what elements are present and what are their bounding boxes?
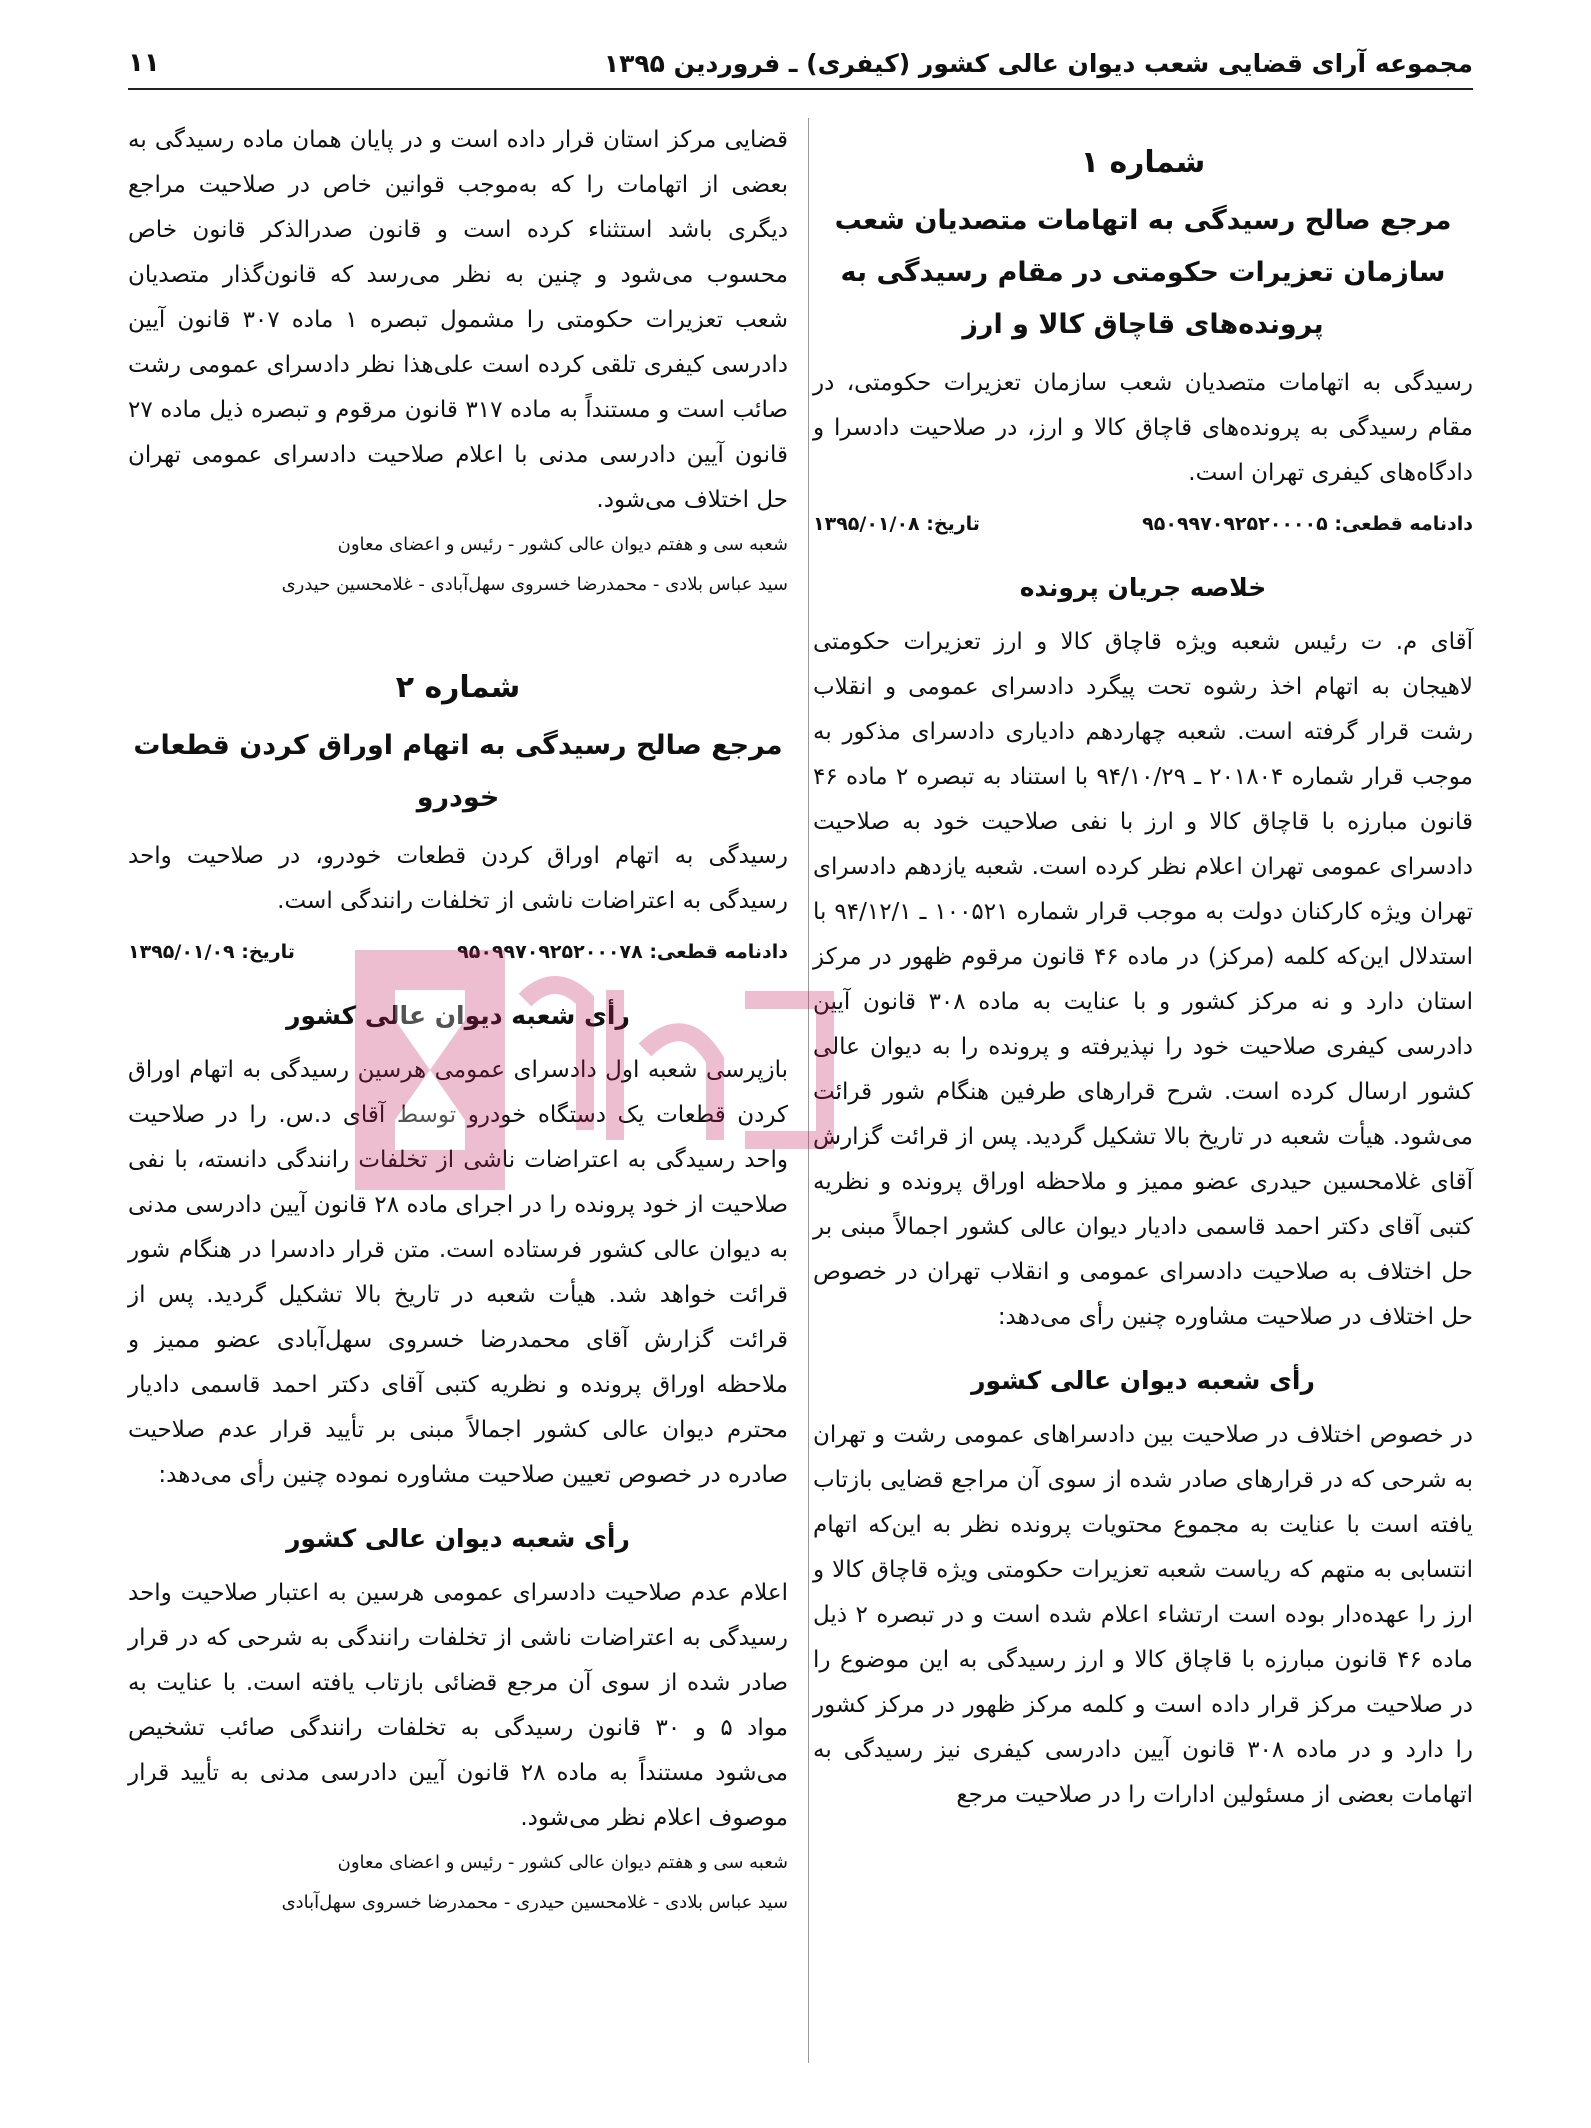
right-column: [813, 118, 1473, 1818]
case1-members: سید عباس بلادی - محمدرضا خسروی سهل‌آبادی - غلامحسین حیدری: [281, 574, 788, 595]
case2-title: مرجع صالح رسیدگی به اتهام اوراق کردن قطعات خودرو: [133, 730, 783, 813]
running-title: مجموعه آرای قضایی شعب دیوان عالی کشور (کیفری) ـ فروردین ۱۳۹۵: [603, 48, 1473, 78]
page-number: ۱۱: [128, 48, 160, 78]
case1-ruling-text: در خصوص اختلاف در صلاحیت بین دادسراهای عمومی رشت و تهران به شرحی که در قرارهای صادر شده از سوی آن مراجع قضایی بازتاب یافته است با عنایت به مجموع محتویات پرونده نظر به این‌که اتهام انتسابی به متهم که ریاست شعبه تعزیرات حکومتی ویژه قاچاق کالا و ارز را عهده‌دار بوده است ارتشاء اعلام شده است و در تبصره ۲ ذیل ماده ۴۶ قانون مبارزه با قاچاق کالا و ارز رسیدگی به این موضوع را در صلاحیت مرکز قرار داده است و کلمه مرکز ظهور در مرکز کشور را دارد و در ماده ۳۰۸ قانون آیین دادرسی کیفری نیز رسیدگی به اتهامات بعضی از مسئولین ادارات را در صلاحیت مرجع: [813, 1422, 1473, 1808]
case2-summary: رسیدگی به اتهام اوراق کردن قطعات خودرو، در صلاحیت واحد رسیدگی به اعتراضات ناشی از تخلفات رانندگی است.: [128, 843, 788, 914]
case2-branch: شعبه سی و هفتم دیوان عالی کشور - رئیس و اعضای معاون: [337, 1852, 788, 1873]
case1-ruling-continuation: قضایی مرکز استان قرار داده است و در پایان همان ماده رسیدگی به بعضی از اتهامات را که به‌موجب قوانین خاص در صلاحیت مراجع دیگری باشد استثناء کرده است و قانون صدرالذکر قانون خاص محسوب می‌شود و چنین به نظر می‌رسد که قانون‌گذار متصدیان شعب تعزیرات حکومتی را مشمول تبصره ۱ ماده ۳۰۷ قانون آیین دادرسی کیفری تلقی کرده است علی‌هذا نظر دادسرای عمومی رشت صائب است و مستنداً به ماده ۳۱۷ قانون مرقوم و تبصره ذیل ماده ۲۷ قانون آیین دادرسی مدنی با اعلام صلاحیت دادسرای عمومی تهران حل اختلاف می‌شود.: [128, 127, 788, 513]
page-header: [128, 38, 1473, 90]
case1-number: شماره ۱: [1080, 145, 1206, 180]
case2-ruling-heading-1: رأی شعبه دیوان عالی کشور: [286, 1001, 630, 1030]
case2-ruling-heading-2: رأی شعبه دیوان عالی کشور: [286, 1524, 630, 1553]
case1-date: تاریخ: ۱۳۹۵/۰۱/۰۸: [813, 513, 980, 535]
case2-meta: [128, 930, 788, 975]
case1-verdict-number: دادنامه قطعی: ۹۵۰۹۹۷۰۹۲۵۲۰۰۰۰۵: [1142, 513, 1473, 535]
case1-flow-text: آقای م. ت رئیس شعبه ویژه قاچاق کالا و ارز تعزیرات حکومتی لاهیجان به اتهام اخذ رشوه تحت پیگرد دادسرای عمومی و انقلاب رشت قرار گرفته است. شعبه چهاردهم دادیاری دادسرای مذکور به موجب قرار شماره ۲۰۱۸۰۴ ـ ۹۴/۱۰/۲۹ با استناد به تبصره ۲ ماده ۴۶ قانون مبارزه با قاچاق کالا و ارز با نفی صلاحیت خود به صلاحیت دادسرای عمومی تهران اعلام نظر کرده است. شعبه یازدهم دادسرای تهران ویژه کارکنان دولت به موجب قرار شماره ۱۰۰۵۲۱ ـ ۹۴/۱۲/۱ با استدلال این‌که کلمه (مرکز) در ماده ۴۶ قانون مرقوم ظهور در مرکز استان دارد و نه مرکز کشور و با عنایت به ماده ۳۰۸ قانون آیین دادرسی کیفری صلاحیت خود را نپذیرفته و پرونده را به دیوان عالی کشور ارسال کرده است. شرح قرارهای طرفین هنگام شور قرائت می‌شود. هیأت شعبه در تاریخ بالا تشکیل گردید. پس از قرائت گزارش آقای غلامحسین حیدری عضو ممیز و ملاحظه اوراق پرونده و نظریه کتبی آقای دکتر احمد قاسمی دادیار دیوان عالی کشور اجمالاً مبنی بر حل اختلاف به صلاحیت دادسرای عمومی و انقلاب تهران در خصوص حل اختلاف در صلاحیت مشاوره چنین رأی می‌دهد:: [813, 629, 1473, 1330]
left-column: [128, 118, 788, 1921]
case2-date: تاریخ: ۱۳۹۵/۰۱/۰۹: [128, 941, 295, 963]
case2-members: سید عباس بلادی - غلامحسین حیدری - محمدرضا خسروی سهل‌آبادی: [281, 1892, 788, 1913]
case1-branch: شعبه سی و هفتم دیوان عالی کشور - رئیس و اعضای معاون: [337, 534, 788, 555]
case1-summary: رسیدگی به اتهامات متصدیان شعب سازمان تعزیرات حکومتی، در مقام رسیدگی به پرونده‌های قاچاق کالا و ارز، در صلاحیت دادسرا و دادگاه‌های کیفری تهران است.: [813, 370, 1473, 486]
case1-meta: [813, 502, 1473, 547]
case1-title: مرجع صالح رسیدگی به اتهامات متصدیان شعب سازمان تعزیرات حکومتی در مقام رسیدگی به پرونده‌های قاچاق کالا و ارز: [834, 205, 1452, 340]
column-divider: [808, 118, 809, 2063]
case2-number: شماره ۲: [395, 670, 521, 705]
case2-verdict-number: دادنامه قطعی: ۹۵۰۹۹۷۰۹۲۵۲۰۰۰۷۸: [457, 941, 788, 963]
case2-body-text: بازپرسی شعبه اول دادسرای عمومی هرسین رسیدگی به اتهام اوراق کردن قطعات یک دستگاه خودرو توسط آقای د.س. را در صلاحیت واحد رسیدگی به اعتراضات ناشی از تخلفات رانندگی دانسته، با نفی صلاحیت از خود پرونده را در اجرای ماده ۲۸ قانون آیین دادرسی مدنی به دیوان عالی کشور فرستاده است. متن قرار دادسرا در هنگام شور قرائت خواهد شد. هیأت شعبه در تاریخ بالا تشکیل گردید. پس از قرائت گزارش آقای محمدرضا خسروی سهل‌آبادی عضو ممیز و ملاحظه اوراق پرونده و نظریه کتبی آقای دکتر احمد قاسمی دادیار محترم دیوان عالی کشور اجمالاً مبنی بر تأیید قرار عدم صلاحیت صادره در خصوص تعیین صلاحیت مشاوره نموده چنین رأی می‌دهد:: [128, 1057, 788, 1488]
case1-ruling-heading: رأی شعبه دیوان عالی کشور: [971, 1366, 1315, 1395]
case2-ruling-text: اعلام عدم صلاحیت دادسرای عمومی هرسین به اعتبار صلاحیت واحد رسیدگی به اعتراضات ناشی از تخلفات رانندگی به شرحی که در قرار صادر شده از سوی آن مرجع قضائی بازتاب یافته است. با عنایت به مواد ۵ و ۳۰ قانون رسیدگی به تخلفات رانندگی صائب تشخیص می‌شود مستنداً به ماده ۲۸ قانون آیین دادرسی مدنی به تأیید قرار موصوف اعلام نظر می‌شود.: [128, 1580, 788, 1831]
case1-flow-heading: خلاصه جریان پرونده: [1019, 573, 1267, 602]
